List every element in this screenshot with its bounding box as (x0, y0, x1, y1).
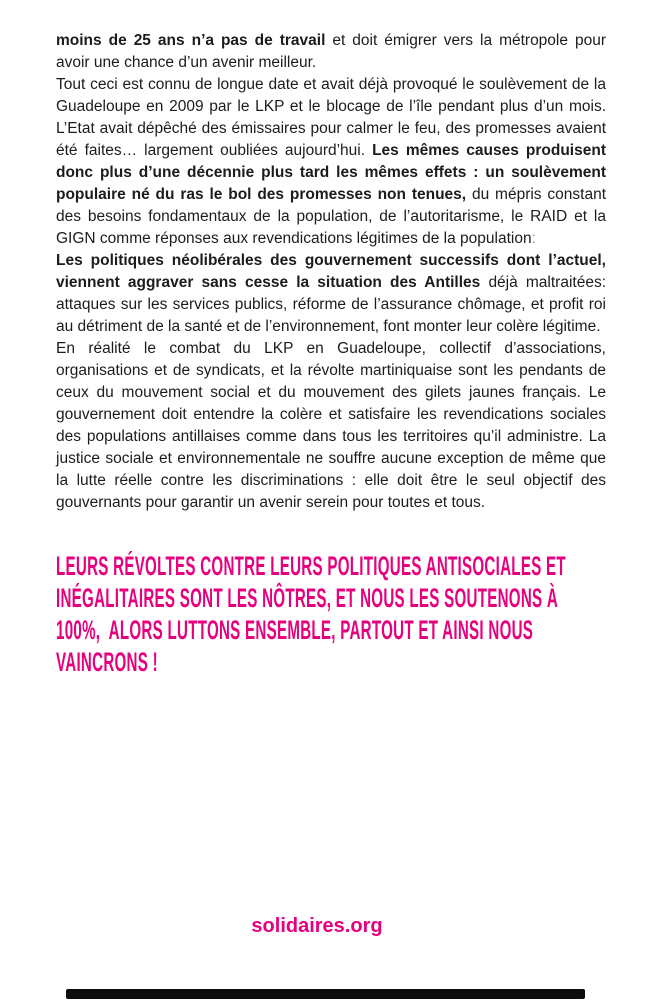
document-body (56, 30, 606, 678)
footer (0, 915, 662, 938)
slogan-block (56, 550, 606, 678)
paragraph-history-bold: Les mêmes causes produisent donc plus d’une décennie plus tard les mêmes effets : un soulèvement populaire né du ras le bol des promesses non tenues, (56, 142, 606, 203)
paragraph-history-text-1: Tout ceci est connu de longue date et avait déjà provoqué le soulèvement de la Guadeloupe en 2009 par le LKP et le blocage de l’île pendant plus d’un mois. L’Etat avait dépêché des émissaires pour calmer le feu, des promesses avaient été faites… largement oubliées aujourd’hui. (56, 76, 606, 159)
paragraph-history-text-2: du mépris constant des besoins fondamentaux de la population, de l’autoritarisme, le RAID et la GIGN comme réponses aux revendications légitimes de la population (56, 186, 606, 247)
paragraph-history (56, 74, 606, 250)
slogan-line-3: 100%, ALORS LUTTONS ENSEMBLE, PARTOUT ET AINSI NOUS (56, 615, 534, 645)
paragraph-intro (56, 30, 606, 74)
slogan-line-2: INÉGALITAIRES SONT LES NÔTRES, ET NOUS LES SOUTENONS À (56, 583, 559, 613)
paragraph-policies-text: déjà maltraitées: attaques sur les services publics, réforme de l’assurance chômage, et profit roi au détriment de la santé et de l’environnement, font monter leur colère légitime. (56, 274, 607, 335)
bottom-edge-bar (66, 989, 585, 999)
paragraph-struggle (56, 338, 606, 514)
website-link[interactable]: solidaires.org (251, 915, 383, 937)
paragraph-intro-bold: moins de 25 ans n’a pas de travail (56, 32, 326, 49)
paragraph-intro-text: et doit émigrer vers la métropole pour avoir une chance d’un avenir meilleur. (56, 32, 606, 71)
slogan-line-4: VAINCRONS ! (56, 647, 158, 677)
slogan-line-1: LEURS RÉVOLTES CONTRE LEURS POLITIQUES ANTISOCIALES ET (56, 551, 566, 581)
paragraph-policies-bold: Les politiques néolibérales des gouvernement successifs dont l’actuel, viennent aggraver sans cesse la situation des Antilles (56, 252, 606, 291)
paragraph-struggle-text: En réalité le combat du LKP en Guadeloupe, collectif d’associations, organisations et de syndicats, et la révolte martiniquaise sont les pendants de ceux du mouvement social et du mouvement des gilets jaunes français. Le gouvernement doit entendre la colère et satisfaire les revendications sociales des populations antillaises comme dans tous les territoires qu’il administre. La justice sociale et environnementale ne souffre aucune exception de même que la lutte réelle contre les discriminations : elle doit être le seul objectif des gouvernants pour garantir un avenir serein pour toutes et tous. (56, 340, 606, 511)
green-colon: : (531, 230, 536, 247)
paragraph-policies (56, 250, 606, 338)
